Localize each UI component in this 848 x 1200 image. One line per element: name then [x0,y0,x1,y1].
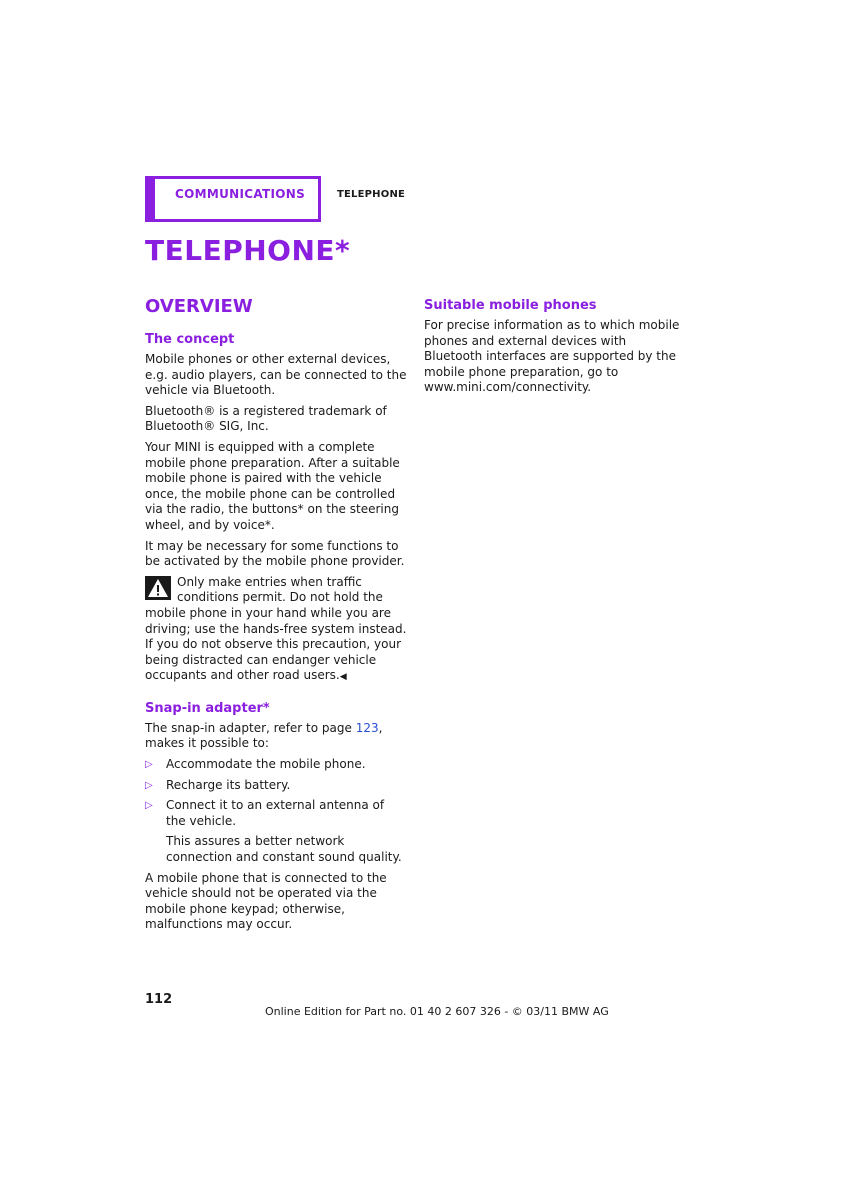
snapin-list [145,757,407,829]
heading-snapin-adapter: Snap-in adapter* [145,700,270,716]
bullet-arrow-icon: ▷ [145,800,153,812]
left-column [145,296,407,938]
concept-paragraph-2: Bluetooth® is a registered trademark of Bluetooth® SIG, Inc. [145,403,387,434]
section-tab-label: COMMUNICATIONS [175,187,306,201]
page-number: 112 [145,992,173,1007]
page-link[interactable]: 123 [355,720,379,735]
snapin-closing: A mobile phone that is connected to the vehicle should not be operated via the mobile phone keypad; otherwise, malfunctions may occur. [145,870,387,932]
suitable-phones-text: For precise information as to which mobile phones and external devices with Bluetooth interfaces are supported by the mobile phone preparation, go to www.mini.com/connectivity. [424,318,680,395]
footer-edition: Online Edition for Part no. 01 40 2 607 326 - © 03/11 BMW AG [265,1005,609,1018]
list-item: ▷ Recharge its battery. [145,777,291,792]
section-title-overview: OVERVIEW [145,296,253,317]
bullet-arrow-icon: ▷ [145,759,153,771]
snapin-intro: The snap-in adapter, refer to page 123, makes it possible to: [145,720,383,751]
end-mark-icon: ◀ [339,672,347,683]
warning-text: Only make entries when traffic conditions permit. Do not hold the mobile phone in your hand while you are driving; use the hands-free system instead. If you do not observe this precaution, your being distracted can endanger vehicle occupants and other road users. [145,574,407,683]
page-title: TELEPHONE* [145,234,351,267]
snapin-note: This assures a better network connection and constant sound quality. [166,834,402,865]
warning-note [145,575,407,686]
heading-suitable-phones: Suitable mobile phones [424,298,597,313]
list-item: ▷ Accommodate the mobile phone. [145,757,366,772]
concept-paragraph-4: It may be necessary for some functions to be activated by the mobile phone provider. [145,538,405,569]
warning-triangle-icon [145,576,171,600]
heading-concept: The concept [145,332,235,347]
bullet-arrow-icon: ▷ [145,779,153,791]
right-column [424,298,686,401]
concept-paragraph-1: Mobile phones or other external devices, e.g. audio players, can be connected to the vehicle via Bluetooth. [145,352,407,398]
breadcrumb: TELEPHONE [337,189,406,200]
concept-paragraph-3: Your MINI is equipped with a complete mobile phone preparation. After a suitable mobile phone is paired with the vehicle once, the mobile phone can be controlled via the radio, the buttons* on the steering wheel, and by voice*. [145,439,400,532]
list-item: ▷ Connect it to an external antenna of the vehicle. [145,798,385,828]
